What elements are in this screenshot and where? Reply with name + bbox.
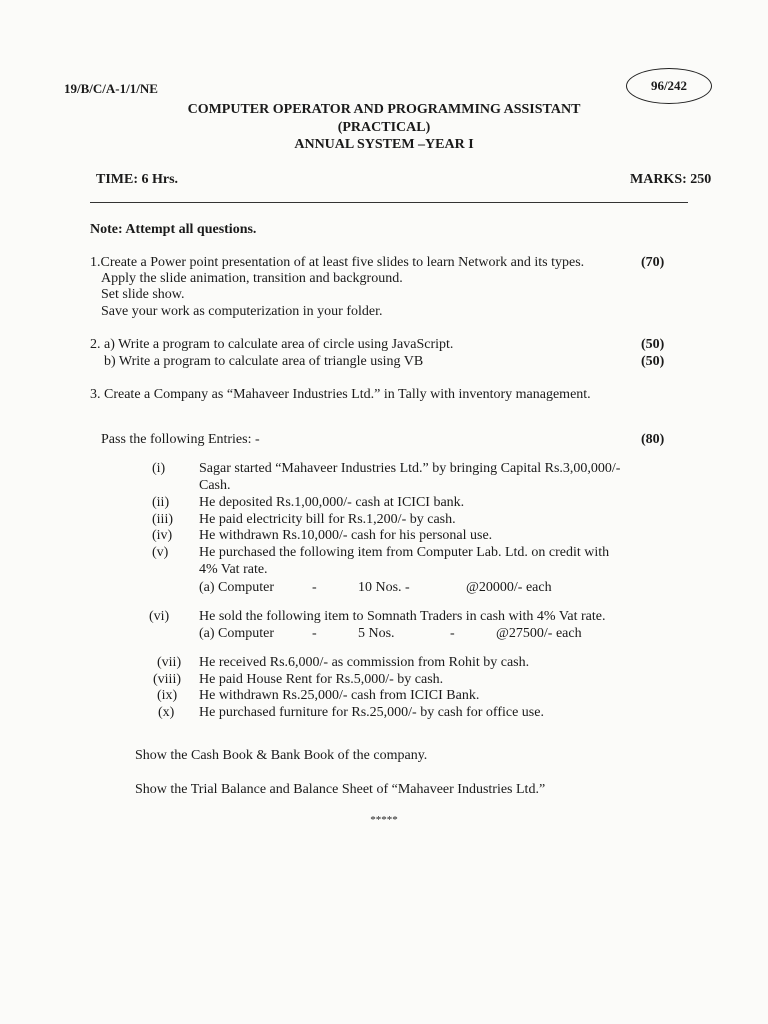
entry-number: (iv): [152, 528, 173, 543]
entry-number: (i): [152, 461, 166, 476]
entry-text-cont: 4% Vat rate.: [199, 562, 268, 577]
entry-number: (iii): [152, 512, 173, 527]
entry-text: He purchased furniture for Rs.25,000/- by cash for office use.: [199, 705, 544, 720]
q2b-text: b) Write a program to calculate area of triangle using VB: [104, 354, 424, 369]
item-label: (a) Computer: [199, 580, 275, 595]
exam-title: COMPUTER OPERATOR AND PROGRAMMING ASSISTANT: [187, 102, 581, 117]
item-dash: -: [312, 580, 317, 595]
marks-label: MARKS: 250: [630, 172, 712, 187]
entry-number: (viii): [153, 672, 181, 687]
end-stars: *****: [370, 814, 398, 826]
entry-text: He purchased the following item from Computer Lab. Ltd. on credit with: [199, 545, 610, 560]
q1-line: Apply the slide animation, transition and background.: [101, 271, 403, 286]
item-rate: @27500/- each: [496, 626, 582, 641]
entry-number: (ix): [157, 688, 178, 703]
item-rate: @20000/- each: [466, 580, 552, 595]
header-divider: [90, 202, 688, 203]
entry-text: He sold the following item to Somnath Traders in cash with 4% Vat rate.: [199, 609, 606, 624]
entry-text: He paid House Rent for Rs.5,000/- by cash.: [199, 672, 444, 687]
q1-line: Save your work as computerization in your folder.: [101, 304, 383, 319]
q3-marks: (80): [641, 432, 665, 447]
exam-subtitle: (PRACTICAL): [337, 120, 431, 135]
entry-number: (vii): [157, 655, 182, 670]
item-qty: 5 Nos.: [358, 626, 395, 641]
pass-entries-label: Pass the following Entries: -: [101, 432, 260, 447]
entry-text-cont: Cash.: [199, 478, 231, 493]
entry-number: (x): [158, 705, 175, 720]
entry-number: (v): [152, 545, 169, 560]
page-number-oval: [626, 68, 712, 104]
q2a-text: 2. a) Write a program to calculate area of circle using JavaScript.: [90, 337, 454, 352]
item-label: (a) Computer: [199, 626, 275, 641]
entry-number: (ii): [152, 495, 170, 510]
exam-system: ANNUAL SYSTEM –YEAR I: [294, 137, 474, 152]
entry-text: He withdrawn Rs.10,000/- cash for his personal use.: [199, 528, 493, 543]
q2b-marks: (50): [641, 354, 665, 369]
item-dash: -: [450, 626, 455, 641]
item-qty: 10 Nos. -: [358, 580, 410, 595]
q1-line: 1.Create a Power point presentation of at least five slides to learn Network and its types.: [90, 255, 585, 270]
entry-text: Sagar started “Mahaveer Industries Ltd.” by bringing Capital Rs.3,00,000/-: [199, 461, 621, 476]
note: Note: Attempt all questions.: [90, 222, 257, 237]
q1-line: Set slide show.: [101, 287, 185, 302]
show-trial-balance: Show the Trial Balance and Balance Sheet of “Mahaveer Industries Ltd.”: [135, 782, 546, 797]
entry-text: He received Rs.6,000/- as commission from Rohit by cash.: [199, 655, 530, 670]
show-cash-book: Show the Cash Book & Bank Book of the company.: [135, 748, 428, 763]
paper-code: 19/B/C/A-1/1/NE: [64, 81, 158, 96]
q1-marks: (70): [641, 255, 665, 270]
q2a-marks: (50): [641, 337, 665, 352]
entry-text: He deposited Rs.1,00,000/- cash at ICICI bank.: [199, 495, 465, 510]
q3-text: 3. Create a Company as “Mahaveer Industries Ltd.” in Tally with inventory management.: [90, 387, 591, 402]
entry-number: (vi): [149, 609, 170, 624]
item-dash: -: [312, 626, 317, 641]
entry-text: He withdrawn Rs.25,000/- cash from ICICI Bank.: [199, 688, 480, 703]
time-label: TIME: 6 Hrs.: [96, 172, 179, 187]
page-number: 96/242: [650, 78, 688, 93]
entry-text: He paid electricity bill for Rs.1,200/- by cash.: [199, 512, 456, 527]
